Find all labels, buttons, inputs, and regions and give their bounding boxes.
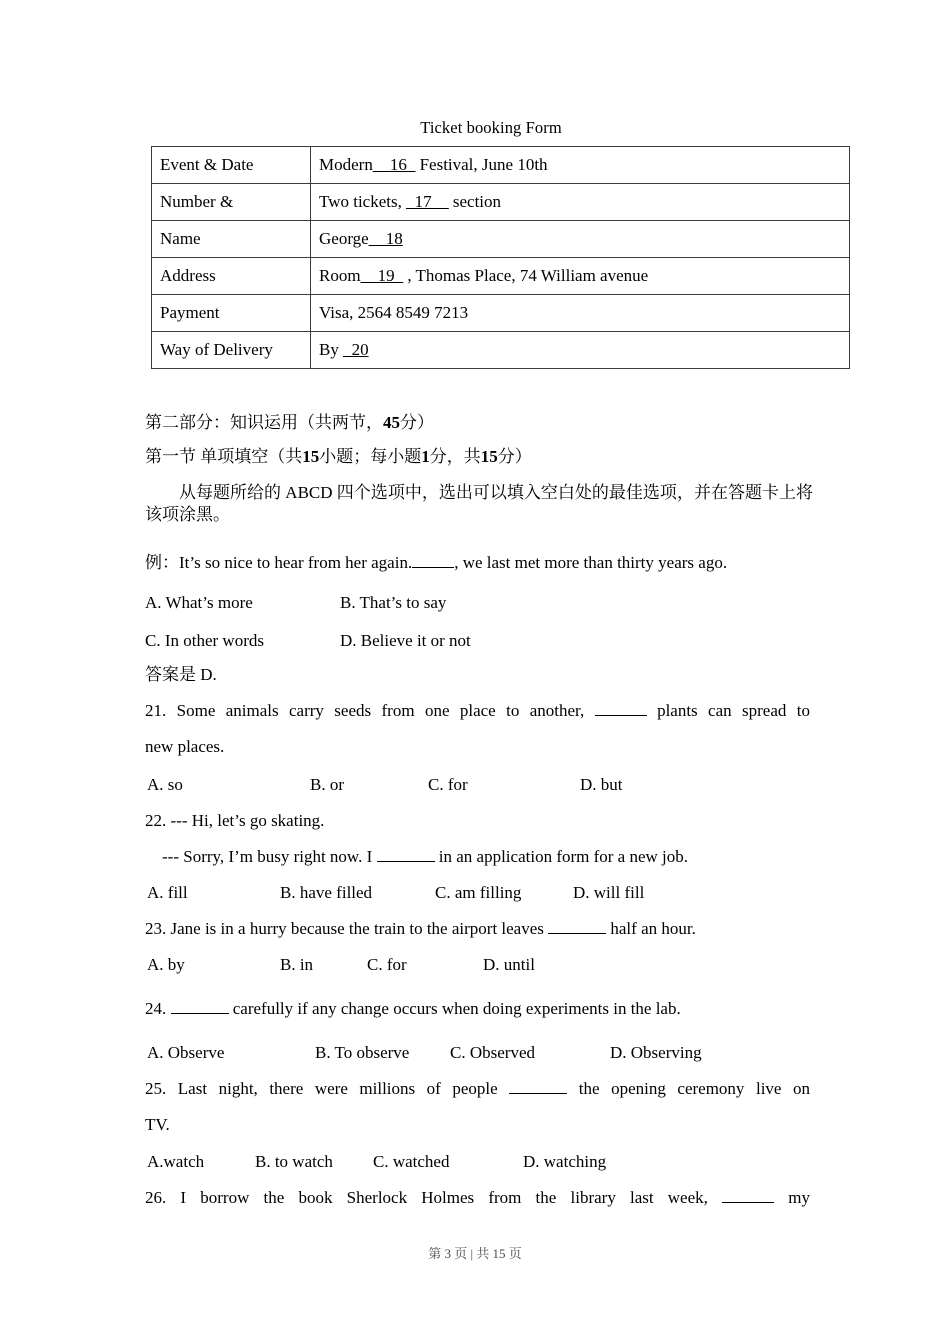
example-stem-suffix: , we last met more than thirty years ago. xyxy=(454,553,728,572)
question-22-option-b[interactable]: B. have filled xyxy=(280,883,373,902)
question-22-stem-line1: 22. --- Hi, let’s go skating. xyxy=(145,811,325,830)
question-25-stem-pre: 25. Last night, there were millions of people xyxy=(145,1079,498,1098)
section-one-heading xyxy=(145,446,810,468)
value-suffix: , Thomas Place, 74 William avenue xyxy=(403,266,649,285)
question-24-option-d[interactable]: D. Observing xyxy=(610,1043,702,1062)
part-two-heading-text-b: 分） xyxy=(400,413,434,432)
question-25-option-d[interactable]: D. watching xyxy=(523,1152,607,1171)
question-25-blank xyxy=(509,1093,567,1094)
row-value-event-date xyxy=(311,147,850,184)
row-value-payment xyxy=(311,295,850,332)
question-22-options xyxy=(145,882,825,904)
question-23-stem xyxy=(145,918,810,940)
question-23-option-c[interactable]: C. for xyxy=(367,955,407,974)
value-prefix: Visa, 2564 8549 7213 xyxy=(319,303,469,322)
value-prefix: George xyxy=(319,229,369,248)
row-value-name xyxy=(311,221,850,258)
row-label-address: Address xyxy=(152,258,311,295)
example-option-d[interactable]: D. Believe it or not xyxy=(340,631,471,650)
question-22-stem-pre: --- Sorry, I’m busy right now. I xyxy=(162,847,373,866)
question-24-stem-post: carefully if any change occurs when doing experiments in the lab. xyxy=(232,999,681,1018)
question-24-option-b[interactable]: B. To observe xyxy=(315,1043,410,1062)
example-option-b[interactable]: B. That’s to say xyxy=(340,593,447,612)
question-23-stem-post: half an hour. xyxy=(610,919,696,938)
table-row xyxy=(152,258,850,295)
question-22-option-d[interactable]: D. will fill xyxy=(573,883,645,902)
section-one-text-b: 小题；每小题 xyxy=(319,447,422,466)
table-row xyxy=(152,295,850,332)
example-blank xyxy=(412,567,454,568)
value-prefix: By xyxy=(319,340,344,359)
row-value-delivery xyxy=(311,332,850,369)
example-stem-prefix: 例：It’s so nice to hear from her again. xyxy=(145,553,413,572)
question-24-options xyxy=(145,1042,825,1064)
section-one-per-score: 1 xyxy=(421,447,430,466)
section-one-text-d: 分） xyxy=(497,447,532,466)
example-option-c[interactable]: C. In other words xyxy=(145,631,264,650)
question-22-option-a[interactable]: A. fill xyxy=(147,883,188,902)
example-stem xyxy=(145,552,810,574)
question-26-stem-pre: 26. I borrow the book Sherlock Holmes from the library last week, xyxy=(145,1188,708,1207)
question-21-stem-line1 xyxy=(145,700,810,722)
question-25-option-a[interactable]: A.watch xyxy=(147,1152,205,1171)
table-row xyxy=(152,184,850,221)
table-row xyxy=(152,147,850,184)
section-one-count: 15 xyxy=(302,447,320,466)
value-suffix: section xyxy=(448,192,502,211)
question-25-option-b[interactable]: B. to watch xyxy=(255,1152,333,1171)
answer-blank-20: _20 xyxy=(343,340,369,359)
section-one-text-c: 分，共 xyxy=(429,447,481,466)
question-21-option-d[interactable]: D. but xyxy=(580,775,623,794)
question-23-option-a[interactable]: A. by xyxy=(147,955,185,974)
question-23-blank xyxy=(548,933,606,934)
question-21-stem-post: plants can spread to xyxy=(657,701,811,720)
row-label-payment: Payment xyxy=(152,295,311,332)
part-two-heading xyxy=(145,412,810,434)
question-24-stem xyxy=(145,998,810,1020)
answer-blank-17: _17__ xyxy=(406,192,449,211)
section-one-total: 15 xyxy=(480,447,498,466)
value-suffix: Festival, June 10th xyxy=(415,155,548,174)
answer-blank-19: __19_ xyxy=(360,266,404,285)
example-options-row-2 xyxy=(145,630,825,652)
question-25-stem-line1 xyxy=(145,1078,810,1100)
row-label-delivery: Way of Delivery xyxy=(152,332,311,369)
row-label-number: Number & xyxy=(152,184,311,221)
value-prefix: Modern xyxy=(319,155,373,174)
row-value-number xyxy=(311,184,850,221)
part-two-heading-score: 45 xyxy=(383,413,400,432)
ticket-booking-table xyxy=(151,146,850,369)
part-two-heading-text-a: 第二部分：知识运用（共两节， xyxy=(145,413,383,432)
question-21-option-c[interactable]: C. for xyxy=(428,775,468,794)
question-23-options xyxy=(145,954,825,976)
example-options-row-1 xyxy=(145,592,825,614)
answer-blank-16: __16_ xyxy=(372,155,416,174)
row-label-event-date: Event & Date xyxy=(152,147,311,184)
question-23-option-d[interactable]: D. until xyxy=(483,955,535,974)
question-24-number: 24. xyxy=(145,999,167,1018)
question-23-option-b[interactable]: B. in xyxy=(280,955,314,974)
question-21-blank xyxy=(595,715,647,716)
page-footer: 第 3 页 | 共 15 页 xyxy=(428,1246,522,1261)
question-22-blank xyxy=(377,861,435,862)
table-row xyxy=(152,221,850,258)
question-24-option-a[interactable]: A. Observe xyxy=(147,1043,225,1062)
question-23-stem-pre: 23. Jane is in a hurry because the train to the airport leaves xyxy=(145,919,544,938)
question-25-options xyxy=(145,1151,825,1173)
question-25-option-c[interactable]: C. watched xyxy=(373,1152,450,1171)
question-26-stem-post: my xyxy=(788,1188,811,1207)
value-prefix: Room xyxy=(319,266,361,285)
answer-blank-18: __18 xyxy=(368,229,403,248)
question-26-blank xyxy=(722,1202,774,1203)
question-26-stem xyxy=(145,1187,810,1209)
row-value-address xyxy=(311,258,850,295)
question-24-option-c[interactable]: C. Observed xyxy=(450,1043,535,1062)
value-prefix: Two tickets, xyxy=(319,192,407,211)
question-25-stem-post: the opening ceremony live on xyxy=(578,1079,811,1098)
question-21-option-a[interactable]: A. so xyxy=(147,775,183,794)
question-21-option-b[interactable]: B. or xyxy=(310,775,344,794)
form-title: Ticket booking Form xyxy=(420,118,562,137)
question-22-stem-line2 xyxy=(162,846,812,868)
section-one-instruction: 从每题所给的 ABCD 四个选项中，选出可以填入空白处的最佳选项，并在答题卡上将该项涂黑。 xyxy=(145,483,813,524)
question-22-option-c[interactable]: C. am filling xyxy=(435,883,522,902)
example-option-a[interactable]: A. What’s more xyxy=(145,593,253,612)
question-21-options xyxy=(145,774,825,796)
question-22-stem-post: in an application form for a new job. xyxy=(438,847,689,866)
example-answer: 答案是 D. xyxy=(145,665,217,684)
table-row xyxy=(152,332,850,369)
row-label-name: Name xyxy=(152,221,311,258)
section-one-text-a: 第一节 单项填空（共 xyxy=(145,447,303,466)
question-25-stem-line2: TV. xyxy=(145,1115,170,1134)
question-21-stem-line2: new places. xyxy=(145,737,225,756)
question-24-blank xyxy=(171,1013,229,1014)
question-21-stem-pre: 21. Some animals carry seeds from one place to another, xyxy=(145,701,585,720)
